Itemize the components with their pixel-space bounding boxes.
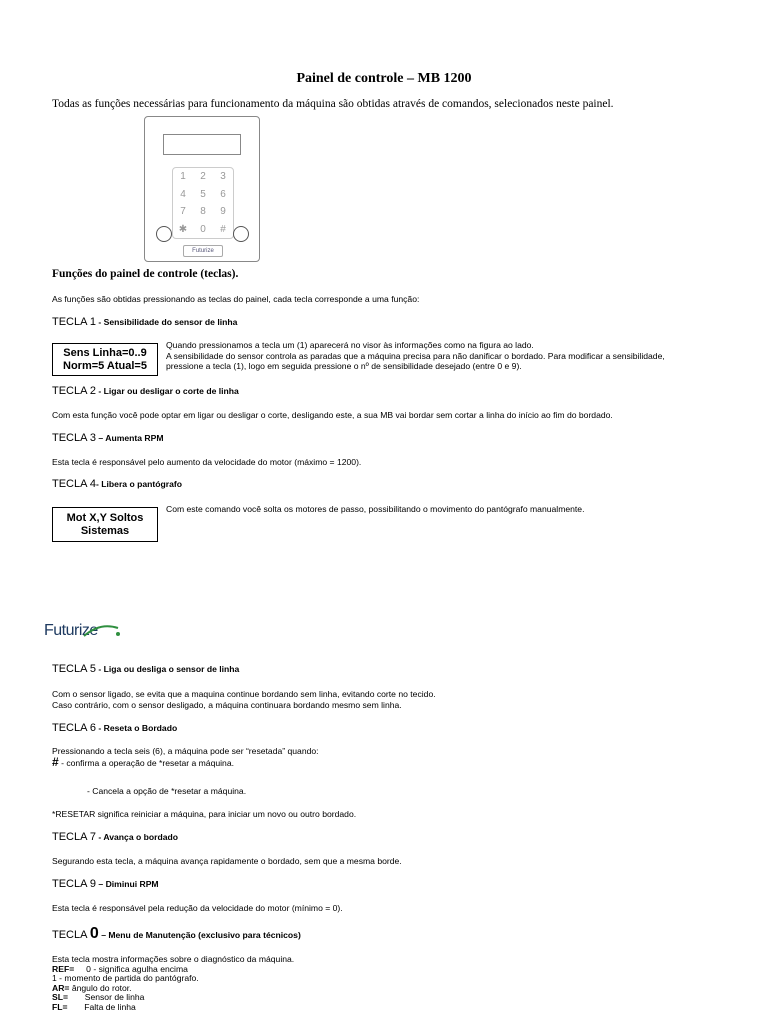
tecla-0-text: [52, 955, 294, 1013]
tecla-7-subtitle: - Avança o bordado: [96, 832, 178, 842]
tecla-1-display-box: [52, 343, 158, 376]
tecla-3-subtitle: – Aumenta RPM: [96, 433, 164, 443]
hash-symbol: #: [52, 755, 59, 769]
tecla-9-label: TECLA 9: [52, 878, 97, 890]
page-title: Painel de controle – MB 1200: [296, 71, 472, 86]
logo-swoosh-icon: [80, 620, 122, 640]
tecla-6-p1: Pressionando a tecla seis (6), a máquina pode ser “resetada” quando:: [52, 746, 319, 756]
tecla-2-text: Com esta função você pode optar em ligar ou desligar o corte, desligando este, a sua MB vai bordar sem cortar a linha do início ao fim do bordado.: [52, 410, 613, 420]
key-3: 3: [220, 171, 226, 183]
tecla-5-p1: Com o sensor ligado, se evita que a maquina continue bordando sem linha, evitando corte no tecido.: [52, 689, 436, 699]
tecla-0-label: TECLA: [52, 929, 90, 941]
section-intro: As funções são obtidas pressionando as teclas do painel, cada tecla corresponde a uma função:: [52, 294, 420, 304]
tecla-0-p1: Esta tecla mostra informações sobre o diagnóstico da máquina.: [52, 954, 295, 964]
tecla-6-p2: - confirma a operação de *resetar a máquina.: [58, 758, 234, 768]
tecla-6-p3: - Cancela a opção de *resetar a máquina.: [87, 786, 247, 796]
tecla-6-hash-line: [52, 757, 234, 769]
key-4: 4: [180, 188, 186, 200]
tecla-7-text: Segurando esta tecla, a máquina avança rapidamente o bordado, sem que a mesma borde.: [52, 856, 402, 866]
fl-value: Falta de linha: [67, 1001, 136, 1012]
panel-keypad: [172, 167, 234, 239]
tecla-5-text: [52, 689, 436, 710]
panel-display: [163, 134, 241, 155]
key-5: 5: [200, 188, 206, 200]
tecla-5-label: TECLA 5: [52, 663, 97, 675]
tecla-5-subtitle: - Liga ou desliga o sensor de linha: [96, 664, 240, 674]
tecla-2-subtitle: - Ligar ou desligar o corte de linha: [96, 386, 239, 396]
tecla-6-label: TECLA 6: [52, 722, 97, 734]
tecla-7-label: TECLA 7: [52, 831, 97, 843]
tecla-0-subtitle: – Menu de Manutenção (exclusivo para técnicos): [98, 930, 301, 940]
tecla-5-p2: Caso contrário, com o sensor desligado, a máquina continuara bordando mesmo sem linha.: [52, 699, 402, 710]
ref-value: 0 - significa agulha encima: [74, 963, 188, 974]
futurize-logo: Futurize: [44, 622, 98, 639]
control-panel-image: [144, 116, 260, 262]
tecla-0-number: 0: [89, 925, 99, 942]
display-line-1: Sens Linha=0..9: [63, 347, 147, 359]
tecla-2-heading: [52, 385, 239, 397]
tecla-6-heading: [52, 722, 177, 734]
display-line-1: Mot X,Y Soltos: [66, 512, 144, 524]
tecla-4-text: Com este comando você solta os motores de passo, possibilitando o movimento do pantógrafo manualmente.: [166, 504, 585, 514]
key-hash: #: [220, 223, 226, 235]
key-9: 9: [220, 206, 226, 218]
tecla-3-label: TECLA 3: [52, 432, 97, 444]
key-star: ✱: [178, 223, 188, 235]
tecla-1-heading: [52, 316, 237, 328]
panel-logo: Futurize: [183, 245, 223, 257]
fl-line: [52, 1003, 294, 1013]
tecla-1-subtitle: - Sensibilidade do sensor de linha: [96, 317, 238, 327]
tecla-0-heading: [52, 925, 301, 943]
tecla-1-p2: A sensibilidade do sensor controla as paradas que a máquina precisa para não danificar o bordado. Para modificar a sensibilidade,: [166, 350, 665, 361]
tecla-1-text: [166, 340, 665, 372]
tecla-2-label: TECLA 2: [52, 385, 97, 397]
tecla-3-text: Esta tecla é responsável pelo aumento da velocidade do motor (máximo = 1200).: [52, 457, 362, 467]
key-7: 7: [180, 206, 186, 218]
panel-right-knob: [233, 226, 249, 242]
ar-key: AR=: [52, 982, 70, 993]
tecla-4-display-box: [52, 507, 158, 542]
key-6: 6: [220, 188, 226, 200]
ar-value: ângulo do rotor.: [69, 982, 132, 993]
sl-value: Sensor de linha: [68, 992, 145, 1003]
tecla-1-p3: pressione a tecla (1), logo em seguida pressione o nº de sensibilidade desejado (entre 0 e 9).: [166, 361, 522, 372]
tecla-4-subtitle: - Libera o pantógrafo: [96, 479, 182, 489]
tecla-3-heading: [52, 432, 164, 444]
key-1: 1: [180, 171, 186, 183]
tecla-9-text: Esta tecla é responsável pela redução da velocidade do motor (mínimo = 0).: [52, 903, 343, 913]
key-2: 2: [200, 171, 206, 183]
panel-left-knob: [156, 226, 172, 242]
tecla-6-p4: *RESETAR significa reiniciar a máquina, para iniciar um novo ou outro bordado.: [52, 809, 357, 819]
tecla-0-l2: 1 - momento de partida do pantógrafo.: [52, 973, 199, 984]
display-line-2: Sistemas: [80, 524, 130, 537]
tecla-4-label: TECLA 4: [52, 478, 97, 490]
tecla-7-heading: [52, 831, 178, 843]
key-0: 0: [200, 223, 206, 235]
fl-key: FL=: [52, 1001, 68, 1012]
tecla-4-heading: [52, 478, 182, 490]
tecla-1-label: TECLA 1: [52, 316, 97, 328]
tecla-6-subtitle: - Reseta o Bordado: [96, 723, 178, 733]
tecla-1-p1: Quando pressionamos a tecla um (1) aparecerá no visor às informações como na figura ao lado.: [166, 340, 534, 350]
key-8: 8: [200, 206, 206, 218]
section-title: Funções do painel de controle (teclas).: [52, 268, 239, 280]
tecla-9-subtitle: – Diminui RPM: [96, 879, 159, 889]
ref-key: REF=: [52, 963, 75, 974]
tecla-9-heading: [52, 878, 159, 890]
display-line-2: Norm=5 Atual=5: [63, 359, 147, 372]
tecla-5-heading: [52, 663, 239, 675]
sl-key: SL=: [52, 992, 68, 1003]
intro-text: Todas as funções necessárias para funcionamento da máquina são obtidas através de comandos, selecionados neste painel.: [52, 98, 614, 110]
